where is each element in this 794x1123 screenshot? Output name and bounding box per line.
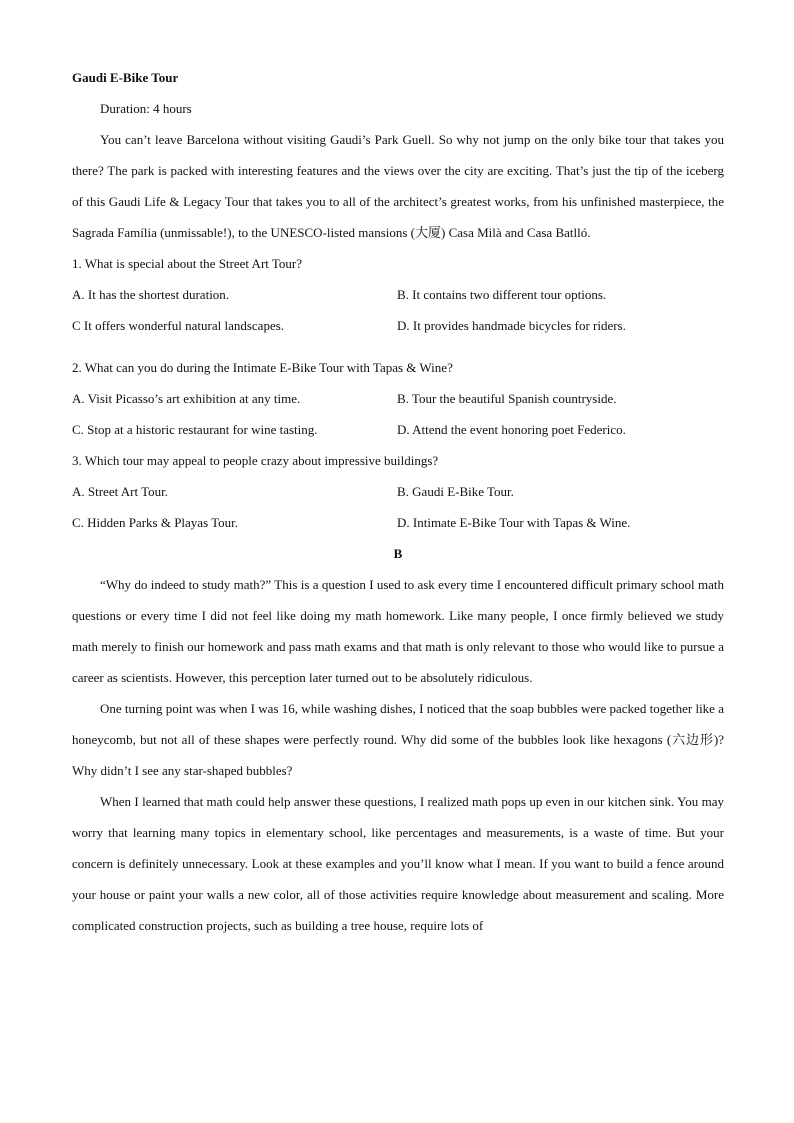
option-a: A. It has the shortest duration.	[72, 287, 230, 302]
option-row	[72, 476, 724, 507]
passage-paragraph: One turning point was when I was 16, while washing dishes, I noticed that the soap bubbles were packed together like a honeycomb, but not all of these shapes were perfectly round. Why did some of the bubbles look like hexagons (六边形)? Why didn’t I see any star-shaped bubbles?	[72, 701, 724, 778]
passage-paragraph: “Why do indeed to study math?” This is a question I used to ask every time I encountered difficult primary school math questions or every time I did not feel like doing my math homework. Like many people, I once firmly believed we study math merely to finish our homework and pass math exams and that math is only relevant to those who would like to pursue a career as scientists. However, this perception later turned out to be absolutely ridiculous.	[72, 577, 724, 685]
option-c: C It offers wonderful natural landscapes.	[72, 318, 285, 333]
tour-description: You can’t leave Barcelona without visiting Gaudi’s Park Guell. So why not jump on the only bike tour that takes you there? The park is packed with interesting features and the views over the city are exciting. That’s just the tip of the iceberg of this Gaudi Life & Legacy Tour that takes you to all of the architect’s greatest works, from his unfinished masterpiece, the Sagrada Família (unmissable!), to the UNESCO-listed mansions (大厦) Casa Milà and Casa Batlló.	[72, 132, 724, 240]
option-row	[72, 507, 724, 538]
question-stem: 2. What can you do during the Intimate E-Bike Tour with Tapas & Wine?	[72, 360, 453, 375]
option-a: A. Street Art Tour.	[72, 484, 168, 499]
option-a: A. Visit Picasso’s art exhibition at any time.	[72, 391, 301, 406]
option-row	[72, 279, 724, 310]
option-b: B. Gaudi E-Bike Tour.	[397, 484, 514, 499]
passage-paragraph: When I learned that math could help answer these questions, I realized math pops up even in our kitchen sink. You may worry that learning many topics in elementary school, like percentages and measurements, is a waste of time. But your concern is definitely unnecessary. Look at these examples and you’ll know what I mean. If you want to build a fence around your house or paint your walls a new color, all of those activities require knowledge about measurement and scaling. More complicated construction projects, such as building a tree house, require lots of	[72, 794, 724, 933]
option-c: C. Hidden Parks & Playas Tour.	[72, 515, 239, 530]
option-row	[72, 414, 724, 445]
tour-duration: Duration: 4 hours	[100, 101, 192, 116]
option-c: C. Stop at a historic restaurant for wine tasting.	[72, 422, 318, 437]
document-page	[72, 62, 724, 941]
option-d: D. It provides handmade bicycles for riders.	[397, 318, 626, 333]
option-b: B. It contains two different tour options.	[397, 287, 607, 302]
option-b: B. Tour the beautiful Spanish countryside.	[397, 391, 617, 406]
question-stem: 1. What is special about the Street Art Tour?	[72, 256, 303, 271]
option-d: D. Intimate E-Bike Tour with Tapas & Wine.	[397, 515, 631, 530]
option-row	[72, 383, 724, 414]
section-b-heading: B	[393, 546, 403, 561]
section-title: Gaudi E-Bike Tour	[72, 70, 179, 85]
option-row	[72, 310, 724, 341]
option-d: D. Attend the event honoring poet Federico.	[397, 422, 626, 437]
question-stem: 3. Which tour may appeal to people crazy about impressive buildings?	[72, 453, 439, 468]
